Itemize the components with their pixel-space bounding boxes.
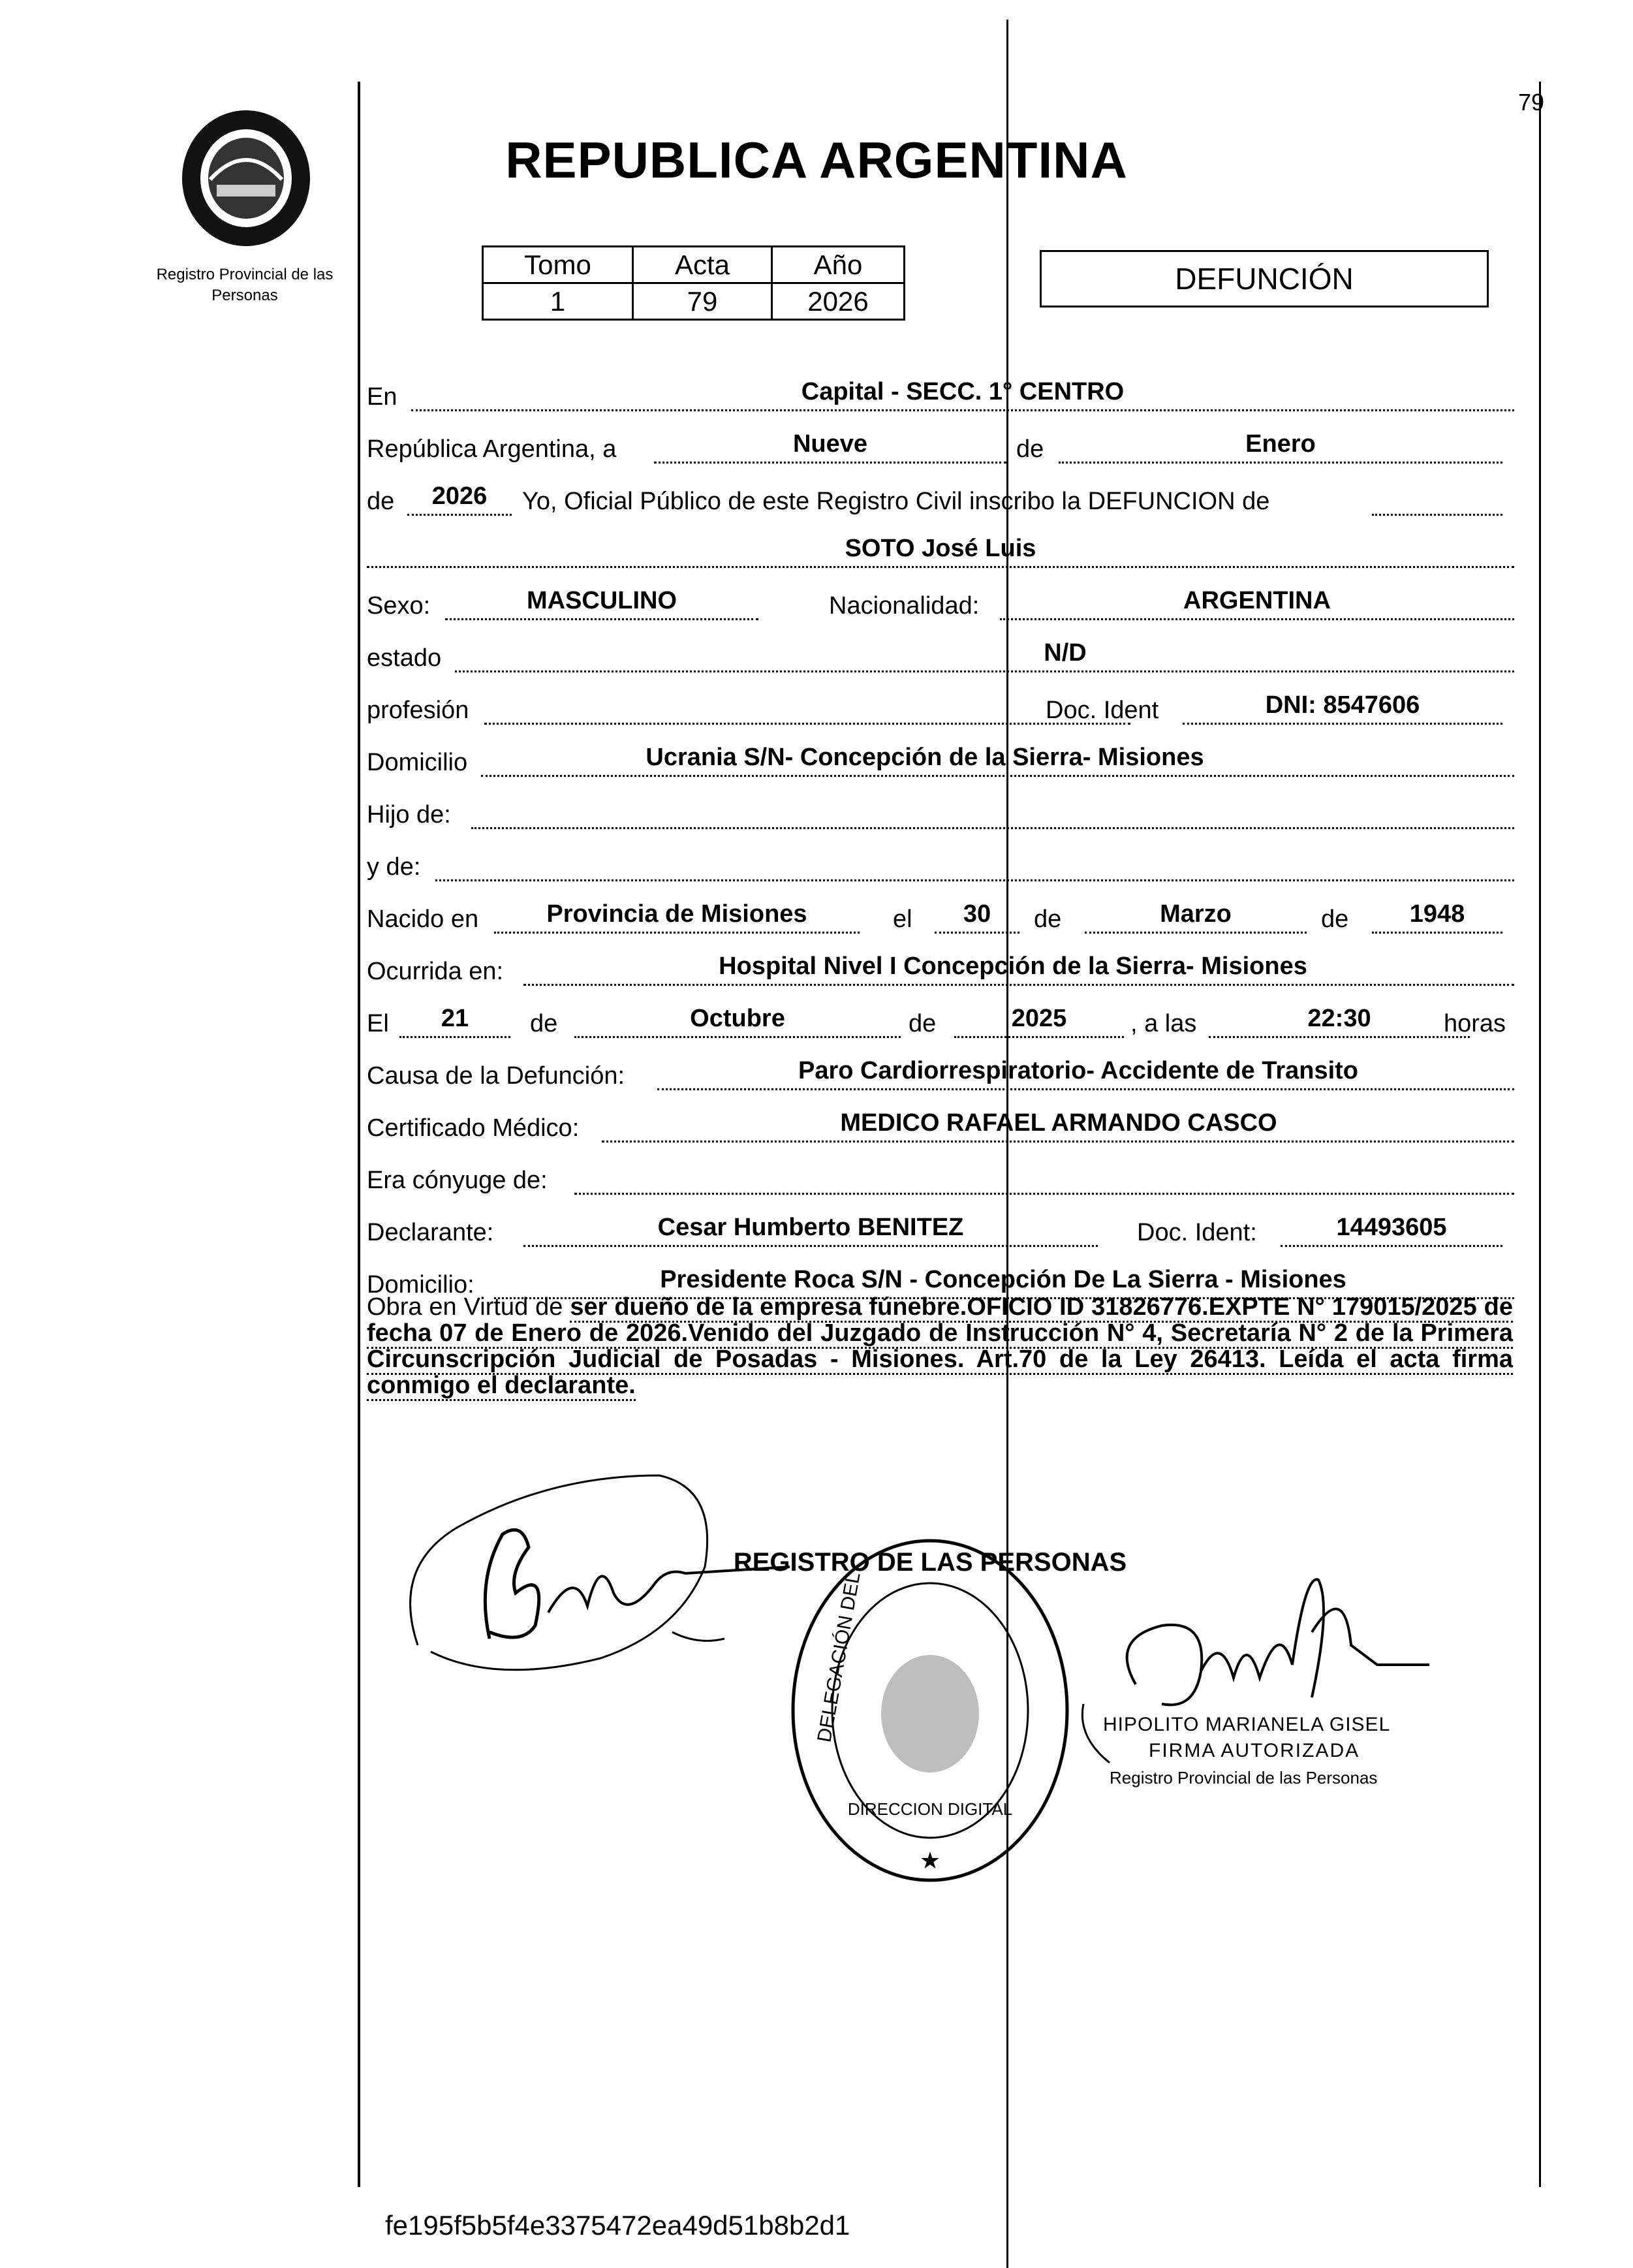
domicilio-label: Domicilio xyxy=(367,749,468,776)
acta-value: 79 xyxy=(633,283,772,320)
col-anio: Año xyxy=(772,247,905,283)
day-value: Nueve xyxy=(792,430,868,458)
hijo-label: Hijo de: xyxy=(367,801,451,828)
doc-value: DNI: 8547606 xyxy=(1265,691,1420,719)
cert-value: MEDICO RAFAEL ARMANDO CASCO xyxy=(840,1109,1277,1137)
tomo-value: 1 xyxy=(483,283,633,320)
stamp-inner-text: DIRECCION DIGITAL xyxy=(847,1799,1013,1819)
yo-label: Yo, Oficial Público de este Registro Civil inscribo la DEFUNCION de xyxy=(522,488,1270,515)
yde-label: y de: xyxy=(367,853,421,881)
conyuge-label: Era cónyuge de: xyxy=(367,1167,548,1194)
profesion-field xyxy=(484,694,1130,725)
estado-value: N/D xyxy=(1044,639,1087,667)
row-yde xyxy=(367,836,1514,888)
row-conyuge xyxy=(367,1149,1514,1201)
official-org: Registro Provincial de las Personas xyxy=(1110,1768,1378,1788)
col-tomo: Tomo xyxy=(483,247,633,283)
en-label: En xyxy=(367,383,397,411)
right-margin-line xyxy=(1539,82,1541,2187)
nacido-value: Provincia de Misiones xyxy=(546,900,807,928)
row-sexo xyxy=(367,575,1514,627)
domicilio-value: Ucrania S/N- Concepción de la Sierra- Misiones xyxy=(645,744,1204,771)
yo-tail-field xyxy=(1372,485,1502,516)
registry-stamp-icon xyxy=(733,1528,1127,1893)
declarante-value: Cesar Humberto BENITEZ xyxy=(657,1214,964,1241)
record-table xyxy=(482,245,905,321)
month-value: Enero xyxy=(1245,430,1316,458)
declarante-label: Declarante: xyxy=(367,1219,494,1246)
ocurrida-label: Ocurrida en: xyxy=(367,958,504,985)
left-margin-line xyxy=(358,82,360,2187)
nacido-label: Nacido en xyxy=(367,906,479,933)
row-profesion xyxy=(367,679,1514,731)
sexo-value: MASCULINO xyxy=(526,587,677,614)
nacionalidad-value: ARGENTINA xyxy=(1183,587,1331,614)
document-type-box: DEFUNCIÓN xyxy=(1040,250,1489,307)
row-yo xyxy=(367,470,1514,522)
en-value: Capital - SECC. 1° CENTRO xyxy=(801,378,1125,405)
ocurrida-value: Hospital Nivel I Concepción de la Sierra- Misiones xyxy=(719,953,1307,980)
row-certificado xyxy=(367,1097,1514,1149)
domicilio2-value: Presidente Roca S/N - Concepción De La Sierra - Misiones xyxy=(660,1266,1346,1293)
document-hash: fe195f5b5f4e3375472ea49d51b8b2d1 xyxy=(385,2210,850,2241)
republica-label: República Argentina, a xyxy=(367,435,617,463)
birth-year-value: 1948 xyxy=(1409,900,1465,928)
death-day-value: 21 xyxy=(441,1005,469,1032)
de2-label: de xyxy=(367,488,395,515)
obra-paragraph xyxy=(367,1294,1513,1398)
horas-label: horas xyxy=(1444,1010,1506,1037)
svg-text:★: ★ xyxy=(919,1847,941,1874)
hijo-field xyxy=(471,798,1514,829)
death-month-value: Octubre xyxy=(690,1005,785,1032)
row-en xyxy=(367,366,1514,418)
row-estado xyxy=(367,627,1514,679)
row-deceased xyxy=(367,522,1514,575)
row-declarante xyxy=(367,1201,1514,1253)
obra-text: ser dueño de la empresa fúnebre.OFICIO ID 31826776.EXPTE N° 179015/2025 de fecha 07 de Enero de 2026.Venido del Juzgado de Instrucción N° 4, Secretaría N° 2 de la Primera Circunscripción Judicial de Posadas - Misiones. Art.70 de la Ley 26413. Leída el acta firma conmigo el declarante. xyxy=(367,1293,1513,1401)
col-acta: Acta xyxy=(633,247,772,283)
official-name: HIPOLITO MARIANELA GISEL xyxy=(1103,1714,1391,1735)
de5-label: de xyxy=(530,1010,558,1037)
registry-name: Registro Provincial de las Personas xyxy=(156,266,334,304)
causa-label: Causa de la Defunción: xyxy=(367,1062,625,1090)
estado-label: estado xyxy=(367,644,442,672)
row-hijo xyxy=(367,783,1514,836)
death-time-value: 22:30 xyxy=(1307,1005,1371,1032)
sexo-label: Sexo: xyxy=(367,592,431,620)
death-year-value: 2025 xyxy=(1011,1005,1067,1032)
deceased-name: SOTO José Luis xyxy=(845,535,1036,562)
nacionalidad-label: Nacionalidad: xyxy=(829,592,980,620)
el-label: el xyxy=(893,906,912,933)
obra-label: Obra en Virtud de xyxy=(367,1293,563,1321)
doc2-value: 14493605 xyxy=(1336,1214,1447,1241)
cert-label: Certificado Médico: xyxy=(367,1114,580,1142)
row-fecha xyxy=(367,418,1514,470)
birth-month-value: Marzo xyxy=(1160,900,1232,928)
de4-label: de xyxy=(1321,906,1349,933)
birth-day-value: 30 xyxy=(963,900,991,928)
year-value: 2026 xyxy=(431,482,488,510)
document-title: REPUBLICA ARGENTINA xyxy=(505,131,1128,189)
stamp-left-text: DELEGACIÓN DEL xyxy=(813,1571,865,1744)
de-label: de xyxy=(1016,435,1044,463)
causa-value: Paro Cardiorrespiratorio- Accidente de Transito xyxy=(798,1057,1359,1084)
anio-value: 2026 xyxy=(772,283,905,320)
doc-label: Doc. Ident xyxy=(1046,697,1159,724)
official-role: FIRMA AUTORIZADA xyxy=(1149,1740,1360,1761)
el2-label: El xyxy=(367,1010,389,1037)
row-causa xyxy=(367,1045,1514,1097)
conyuge-field xyxy=(574,1164,1514,1195)
alas-label: , a las xyxy=(1130,1010,1197,1037)
estado-field xyxy=(455,642,1514,672)
yde-field xyxy=(435,851,1514,881)
de6-label: de xyxy=(909,1010,937,1037)
page-number: 79 xyxy=(1517,89,1544,116)
profesion-label: profesión xyxy=(367,697,469,724)
row-ocurrida xyxy=(367,940,1514,992)
de3-label: de xyxy=(1034,906,1062,933)
row-domicilio xyxy=(367,731,1514,783)
row-nacido xyxy=(367,888,1514,940)
stamp-top-text: REGISTRO DE LAS PERSONAS xyxy=(733,1548,1127,1577)
doc2-label: Doc. Ident: xyxy=(1137,1219,1257,1246)
row-ocurrida-fecha xyxy=(367,992,1514,1045)
domicilio2-label: Domicilio: xyxy=(367,1271,474,1299)
